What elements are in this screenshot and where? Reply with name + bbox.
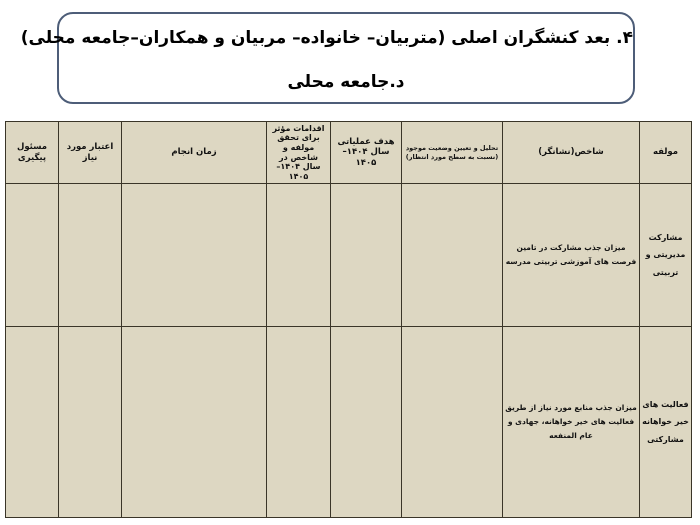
cell-budget[interactable]: [59, 184, 122, 327]
table-row: [6, 327, 692, 518]
header-component: مولفه: [640, 122, 692, 184]
header-responsible: مسئول پیگیری: [6, 122, 59, 184]
cell-analysis[interactable]: [402, 184, 503, 327]
header-row: [6, 122, 692, 184]
cell-responsible[interactable]: [6, 327, 59, 518]
header-indicator: شاخص(نشانگر): [503, 122, 640, 184]
cell-actions[interactable]: [267, 327, 331, 518]
action-plan-table: [5, 121, 692, 518]
header-timing: زمان انجام: [122, 122, 267, 184]
section-title: ۴. بعد کنشگران اصلی (متربیان– خانواده– مربیان و همکاران–جامعه محلی): [20, 28, 633, 48]
section-subtitle: د.جامعه محلی: [287, 72, 405, 92]
table-row: [6, 184, 692, 327]
section-title-box: [20, 12, 635, 104]
header-actions: اقدامات مؤثر برای تحقق مولفه و شاخص در سال ۱۴۰۴–۱۴۰۵: [267, 122, 331, 184]
cell-actions[interactable]: [267, 184, 331, 327]
cell-timing[interactable]: [122, 327, 267, 518]
header-budget: اعتبار مورد نیاز: [59, 122, 122, 184]
cell-component: فعالیت های خیر خواهانه مشارکتی: [640, 327, 692, 518]
cell-target[interactable]: [331, 327, 402, 518]
cell-indicator: میزان جذب منابع مورد نیاز از طریق فعالیت های خیر خواهانه، جهادی و عام المنفعه: [503, 327, 640, 518]
cell-component: مشارکت مدیریتی و تربیتی: [640, 184, 692, 327]
cell-timing[interactable]: [122, 184, 267, 327]
cell-responsible[interactable]: [6, 184, 59, 327]
cell-indicator: میزان جذب مشارکت در تامین فرصت های آموزشی تربیتی مدرسه: [503, 184, 640, 327]
header-analysis: تحلیل و تعیین وضعیت موجود (نسبت به سطح مورد انتظار): [402, 122, 503, 184]
header-target: هدف عملیاتی سال ۱۴۰۴–۱۴۰۵: [331, 122, 402, 184]
cell-target[interactable]: [331, 184, 402, 327]
cell-budget[interactable]: [59, 327, 122, 518]
cell-analysis[interactable]: [402, 327, 503, 518]
